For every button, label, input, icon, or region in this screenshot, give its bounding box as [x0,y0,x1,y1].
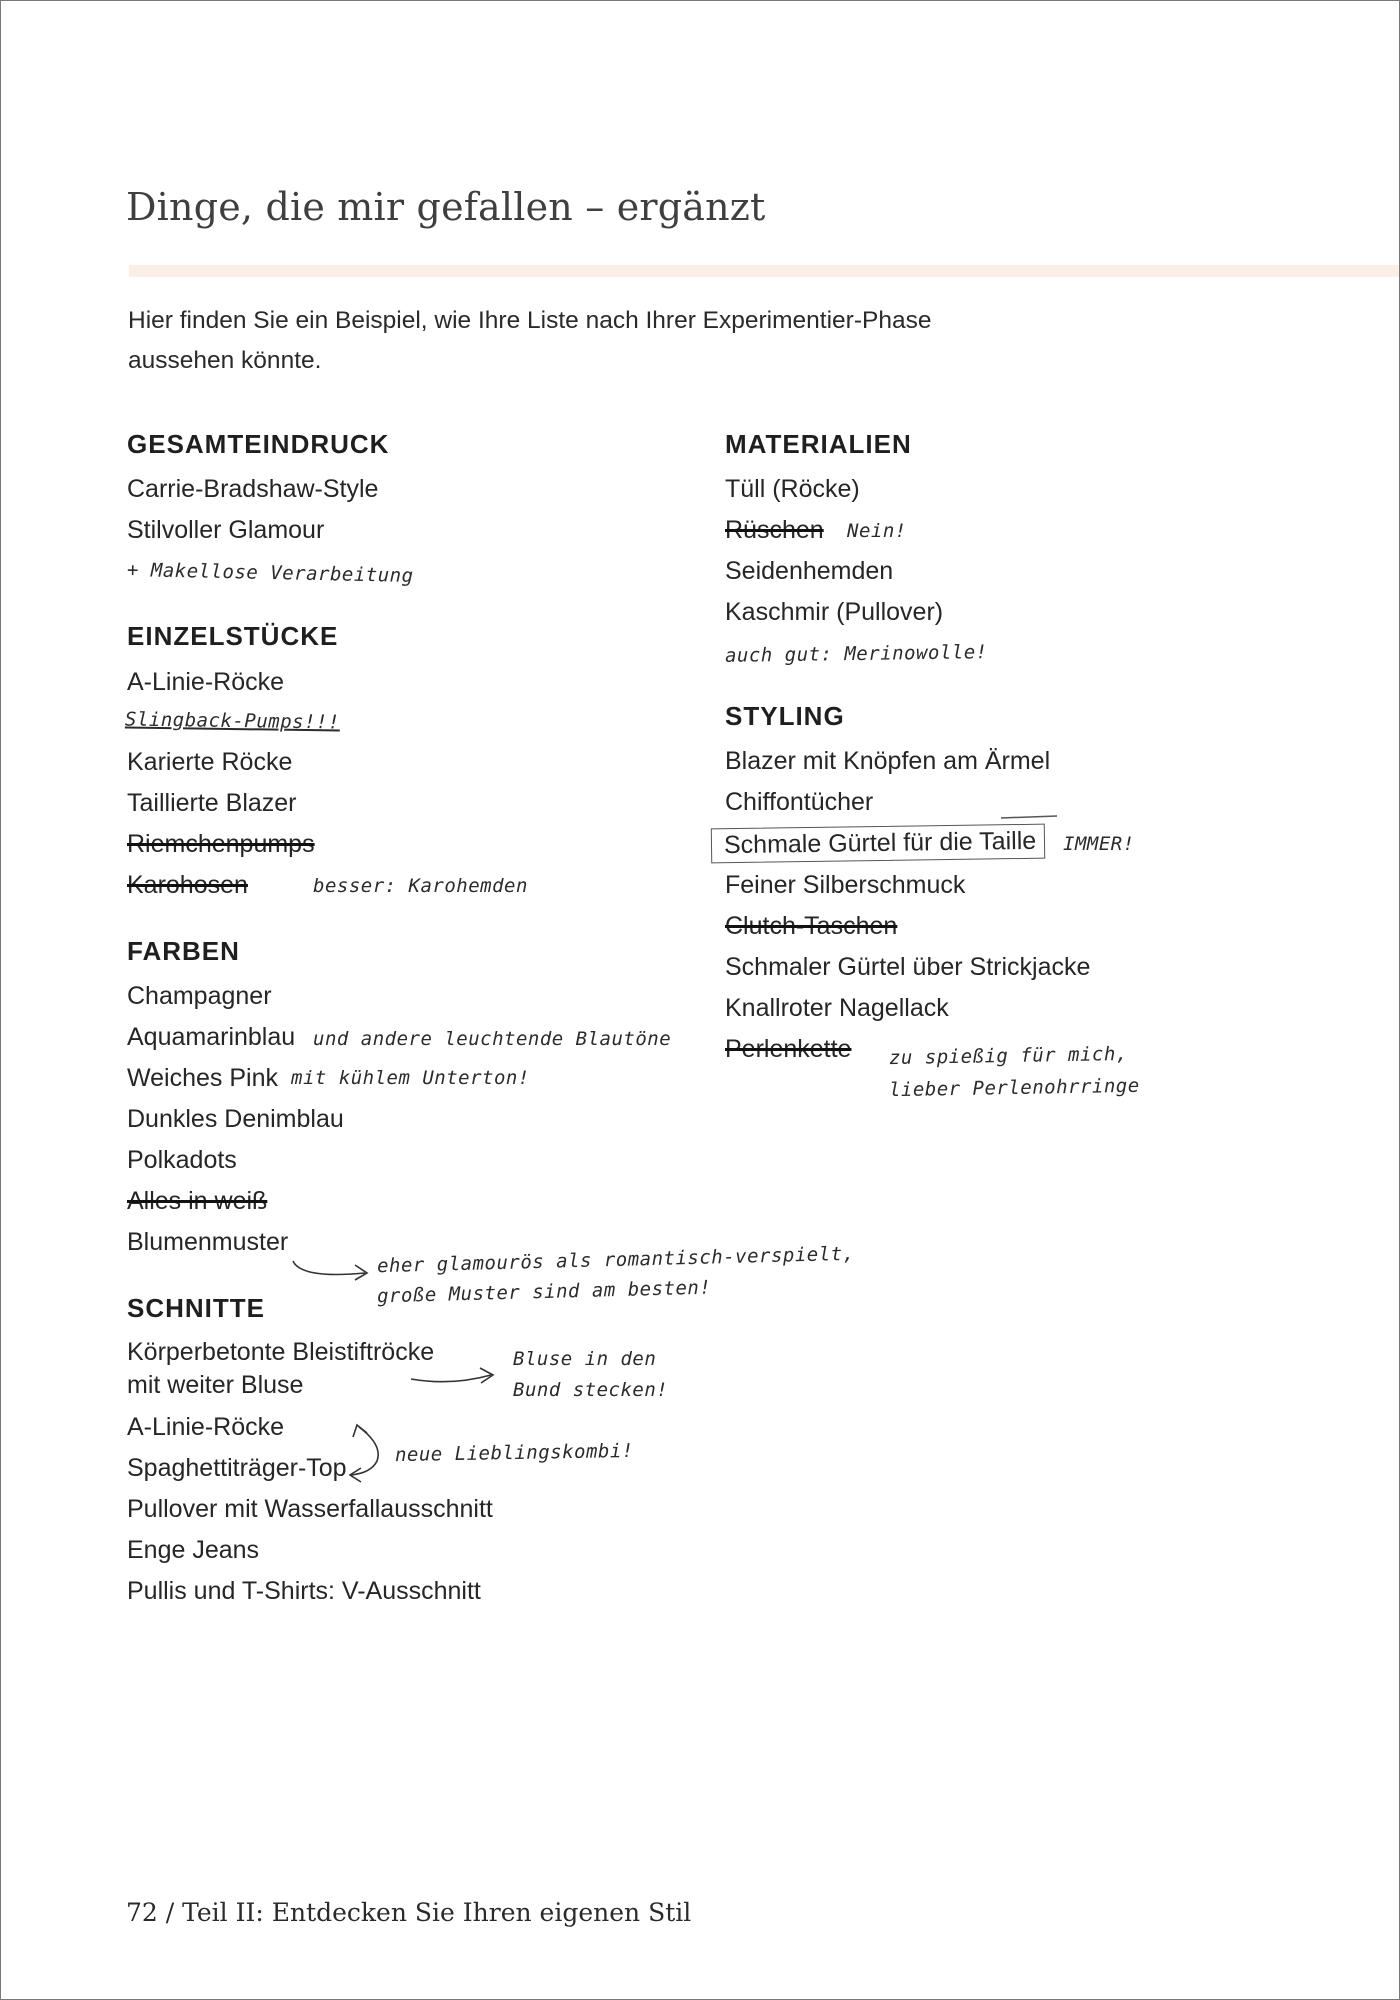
list-item: A-Linie-Röcke [127,668,285,696]
intro-line: Hier finden Sie ein Beispiel, wie Ihre Liste nach Ihrer Experimentier-Phase [128,307,932,334]
arrowhead-icon [353,1425,367,1437]
list-item: Chiffontücher [725,788,874,816]
curved-arrow-icon [293,1261,365,1275]
list-item: Tüll (Röcke) [725,475,860,503]
heading-einzelstuecke: EINZELSTÜCKE [127,621,339,651]
handwritten-note: lieber Perlenohrringe [888,1074,1140,1102]
curved-arrow-icon [411,1375,491,1382]
list-item: Knallroter Nagellack [725,994,949,1022]
handwritten-note: besser: Karohemden [313,875,528,897]
list-item: Blumenmuster [127,1228,289,1256]
list-item: Enge Jeans [127,1536,260,1564]
handwritten-note: mit kühlem Unterton! [291,1067,530,1089]
list-item: Carrie-Bradshaw-Style [127,475,379,503]
handwritten-note: und andere leuchtende Blautöne [313,1028,672,1050]
handwritten-note: große Muster sind am besten! [376,1276,712,1308]
handwritten-note: zu spießig für mich, [888,1042,1128,1070]
list-item: Pullover mit Wasserfallausschnitt [127,1495,493,1523]
list-item: Karierte Röcke [127,748,293,776]
handwritten-note: auch gut: Merinowolle! [724,641,988,667]
list-item: Spaghettiträger-Top [127,1454,347,1482]
list-item: Weiches Pink [127,1064,278,1092]
list-item: Pullis und T-Shirts: V-Ausschnitt [127,1577,481,1605]
bracket-arrow-icon [351,1427,378,1475]
list-item: Stilvoller Glamour [127,516,325,544]
list-item: Körperbetonte Bleistiftröcke [127,1338,435,1366]
list-item: Polkadots [127,1146,237,1174]
list-item-struck: Clutch-Taschen [725,912,898,940]
handwritten-note: Nein! [847,520,907,542]
heading-gesamteindruck: GESAMTEINDRUCK [127,429,390,459]
handwritten-note: + Makellose Verarbeitung [126,559,414,587]
intro-line: aussehen könnte. [128,347,322,374]
list-item-boxed: Schmale Gürtel für die Taille [711,824,1046,864]
list-item: Feiner Silberschmuck [725,871,966,899]
page-footer: 72 / Teil II: Entdecken Sie Ihren eigenen Stil [126,1898,692,1927]
heading-schnitte: SCHNITTE [127,1293,265,1323]
heading-farben: FARBEN [127,936,240,966]
list-item: Schmaler Gürtel über Strickjacke [725,953,1091,981]
box-extension-line [1001,816,1057,818]
list-item: A-Linie-Röcke [127,1413,285,1441]
title-divider [129,265,1400,277]
heading-styling: STYLING [725,701,845,731]
list-item: Blazer mit Knöpfen am Ärmel [725,747,1051,775]
arrowhead-icon [350,1468,361,1482]
list-item: Champagner [127,982,272,1010]
list-item: Seidenhemden [725,557,894,585]
page-title: Dinge, die mir gefallen – ergänzt [126,185,766,229]
list-item: Aquamarinblau [127,1023,296,1051]
list-item-struck: Alles in weiß [127,1187,268,1215]
handwritten-note: IMMER! [1063,833,1135,855]
list-item-struck: Rüschen [725,516,824,544]
list-item: Taillierte Blazer [127,789,297,817]
list-item: mit weiter Bluse [127,1371,304,1399]
arrowhead-icon [355,1265,367,1280]
list-item-struck: Perlenkette [725,1035,852,1063]
heading-materialien: MATERIALIEN [725,429,912,459]
arrowhead-icon [480,1368,493,1383]
handwritten-note: Bund stecken! [513,1379,669,1401]
handwritten-note: Bluse in den [513,1348,657,1370]
handwritten-note: Slingback-Pumps!!! [124,708,341,734]
list-item: Kaschmir (Pullover) [725,598,944,626]
list-item: Dunkles Denimblau [127,1105,344,1133]
list-item-struck: Karohosen [127,871,248,899]
list-item-struck: Riemchenpumps [127,830,315,858]
intro-paragraph [128,301,931,381]
handwritten-note: eher glamourös als romantisch-verspielt, [376,1242,855,1278]
handwritten-note: neue Lieblingskombi! [394,1439,634,1467]
